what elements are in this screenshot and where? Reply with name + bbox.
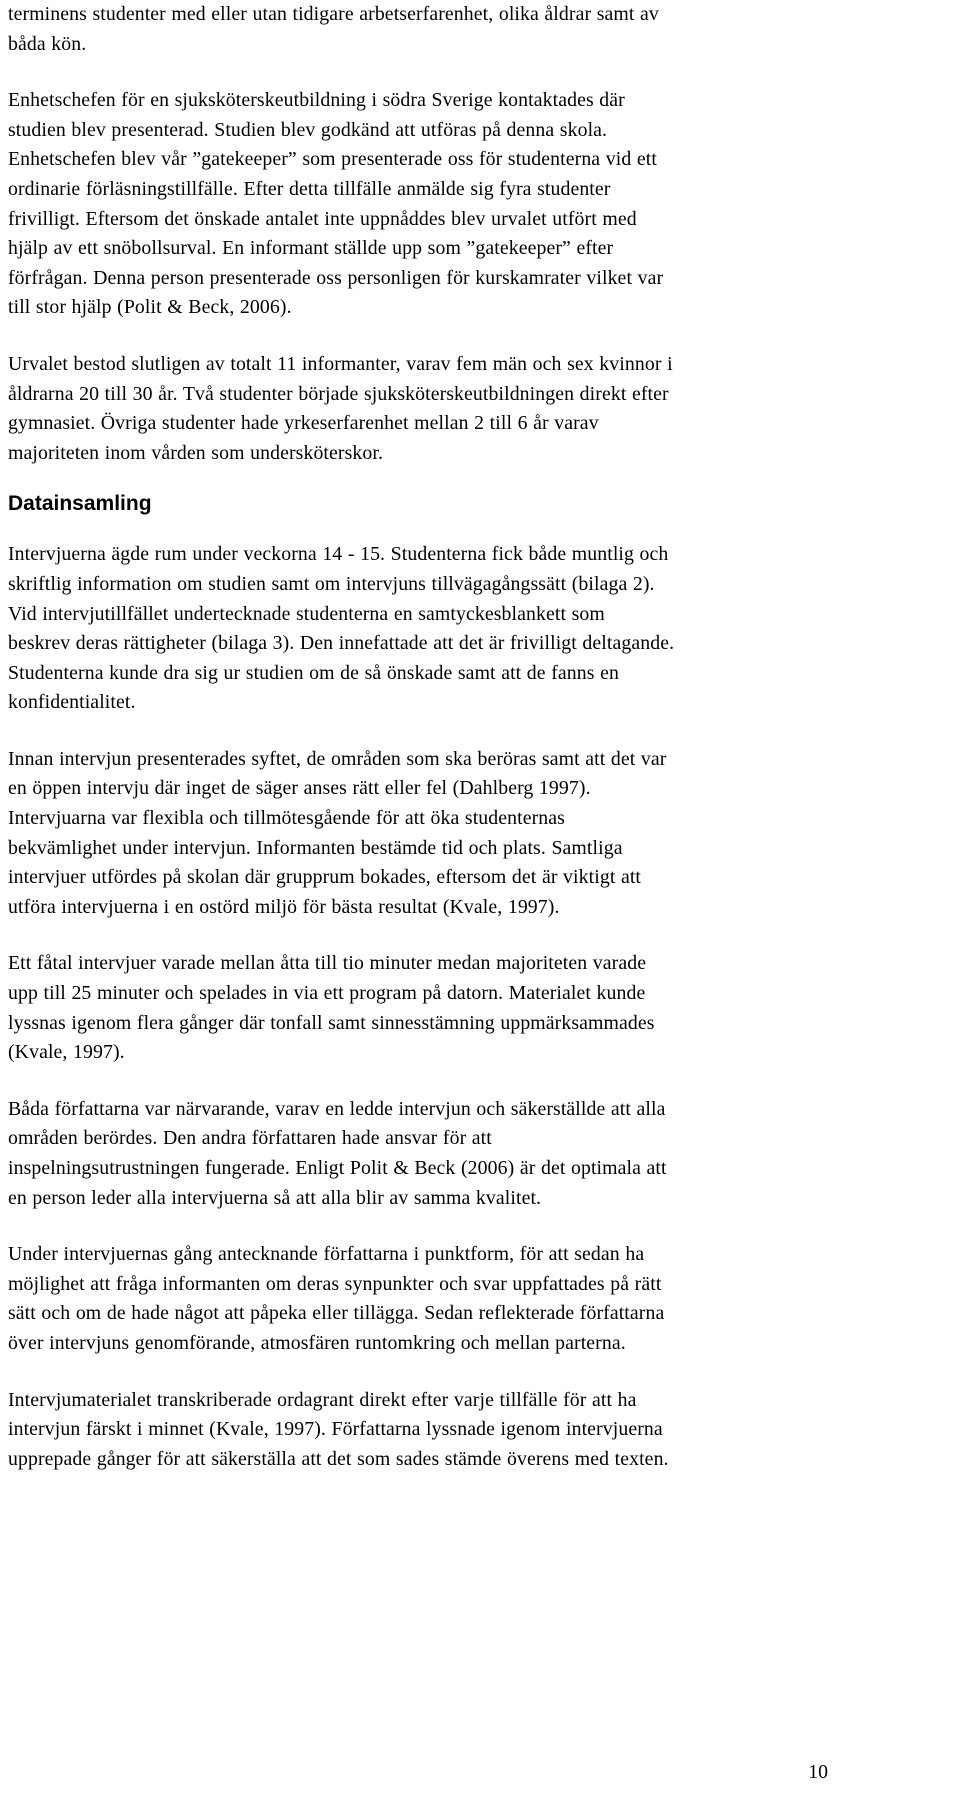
text-line: utföra intervjuerna i en ostörd miljö för bästa resultat (Kvale, 1997). bbox=[8, 895, 560, 918]
text-line: Intervjuerna ägde rum under veckorna 14 - 15. Studenterna fick både muntlig och bbox=[8, 543, 669, 566]
page-number: 10 bbox=[808, 1761, 828, 1783]
text-line: konfidentialitet. bbox=[8, 691, 136, 714]
text-line: skriftlig information om studien samt om intervjuns tillvägagångssätt (bilaga 2). bbox=[8, 572, 655, 595]
paragraph-spacer bbox=[8, 468, 830, 490]
paragraph bbox=[8, 1386, 830, 1475]
text-line: intervjuer utfördes på skolan där grupprum bokades, eftersom det är viktigt att bbox=[8, 866, 642, 889]
text-line: Intervjuarna var flexibla och tillmötesgående för att öka studenternas bbox=[8, 807, 565, 830]
paragraph bbox=[8, 745, 830, 923]
text-line: Intervjumaterialet transkriberade ordagrant direkt efter varje tillfälle för att ha bbox=[8, 1388, 637, 1411]
text-line: hjälp av ett snöbollsurval. En informant ställde upp som ”gatekeeper” efter bbox=[8, 237, 614, 260]
text-line: en öppen intervju där inget de säger anses rätt eller fel (Dahlberg 1997). bbox=[8, 777, 591, 800]
paragraph-spacer bbox=[8, 718, 830, 745]
text-line: Under intervjuernas gång antecknande författarna i punktform, för att sedan ha bbox=[8, 1243, 645, 1266]
text-line: Innan intervjun presenterades syftet, de områden som ska beröras samt att det var bbox=[8, 747, 667, 770]
paragraph-spacer bbox=[8, 323, 830, 350]
text-line: sätt och om de hade något att påpeka eller tillägga. Sedan reflekterade författarna bbox=[8, 1302, 665, 1325]
paragraph bbox=[8, 949, 830, 1067]
text-line: bekvämlighet under intervjun. Informanten bestämde tid och plats. Samtliga bbox=[8, 836, 623, 859]
text-line: förfrågan. Denna person presenterade oss personligen för kurskamrater vilket var bbox=[8, 266, 664, 289]
text-line: (Kvale, 1997). bbox=[8, 1041, 125, 1064]
text-line: åldrarna 20 till 30 år. Två studenter började sjuksköterskeutbildningen direkt efter bbox=[8, 382, 669, 405]
text-line: terminens studenter med eller utan tidigare arbetserfarenhet, olika åldrar samt av bbox=[8, 3, 659, 25]
paragraph bbox=[8, 0, 830, 59]
text-line: Studenterna kunde dra sig ur studien om de så önskade samt att de fanns en bbox=[8, 661, 619, 684]
paragraph-spacer bbox=[8, 518, 830, 540]
text-line: upp till 25 minuter och spelades in via ett program på datorn. Materialet kunde bbox=[8, 982, 646, 1005]
text-line: intervjun färskt i minnet (Kvale, 1997). Författarna lyssnade igenom intervjuerna bbox=[8, 1418, 663, 1441]
paragraph bbox=[8, 1095, 830, 1213]
text-line: en person leder alla intervjuerna så att alla blir av samma kvalitet. bbox=[8, 1186, 542, 1209]
paragraph bbox=[8, 540, 830, 718]
document-body bbox=[8, 0, 830, 1474]
text-line: upprepade gånger för att säkerställa att det som sades stämde överens med texten. bbox=[8, 1447, 669, 1470]
text-line: frivilligt. Eftersom det önskade antalet inte uppnåddes blev urvalet utfört med bbox=[8, 207, 637, 230]
text-line: till stor hjälp (Polit & Beck, 2006). bbox=[8, 296, 292, 319]
text-line: lyssnas igenom flera gånger där tonfall samt sinnesstämning uppmärksammades bbox=[8, 1011, 655, 1034]
paragraph-spacer bbox=[8, 1213, 830, 1240]
text-line: möjlighet att fråga informanten om deras synpunkter och svar uppfattades på rätt bbox=[8, 1272, 662, 1295]
text-line: områden berördes. Den andra författaren hade ansvar för att bbox=[8, 1127, 492, 1150]
paragraph bbox=[8, 1240, 830, 1358]
text-line: inspelningsutrustningen fungerade. Enligt Polit & Beck (2006) är det optimala att bbox=[8, 1157, 667, 1179]
text-line: över intervjuns genomförande, atmosfären runtomkring och mellan parterna. bbox=[8, 1331, 626, 1354]
paragraph bbox=[8, 350, 830, 468]
text-line: gymnasiet. Övriga studenter hade yrkeserfarenhet mellan 2 till 6 år varav bbox=[8, 412, 599, 435]
text-line: Ett fåtal intervjuer varade mellan åtta till tio minuter medan majoriteten varade bbox=[8, 952, 647, 975]
text-line: beskrev deras rättigheter (bilaga 3). Den innefattade att det är frivilligt deltagande. bbox=[8, 632, 675, 655]
paragraph-spacer bbox=[8, 59, 830, 86]
text-line: studien blev presenterad. Studien blev godkänd att utföras på denna skola. bbox=[8, 118, 608, 141]
text-line: Båda författarna var närvarande, varav en ledde intervjun och säkerställde att alla bbox=[8, 1097, 666, 1120]
paragraph-spacer bbox=[8, 1359, 830, 1386]
paragraph-spacer bbox=[8, 1068, 830, 1095]
text-line: Urvalet bestod slutligen av totalt 11 informanter, varav fem män och sex kvinnor i bbox=[8, 352, 673, 375]
text-line: majoriteten inom vården som undersköterskor. bbox=[8, 441, 384, 464]
paragraph-spacer bbox=[8, 922, 830, 949]
text-line: ordinarie förläsningstillfälle. Efter detta tillfälle anmälde sig fyra studenter bbox=[8, 177, 611, 200]
paragraph bbox=[8, 86, 830, 323]
text-line: båda kön. bbox=[8, 32, 87, 55]
text-line: Vid intervjutillfället undertecknade studenterna en samtyckesblankett som bbox=[8, 602, 605, 625]
section-heading: Datainsamling bbox=[8, 492, 152, 516]
text-line: Enhetschefen blev vår ”gatekeeper” som presenterade oss för studenterna vid ett bbox=[8, 148, 657, 171]
text-line: Enhetschefen för en sjuksköterskeutbildning i södra Sverige kontaktades där bbox=[8, 89, 625, 112]
